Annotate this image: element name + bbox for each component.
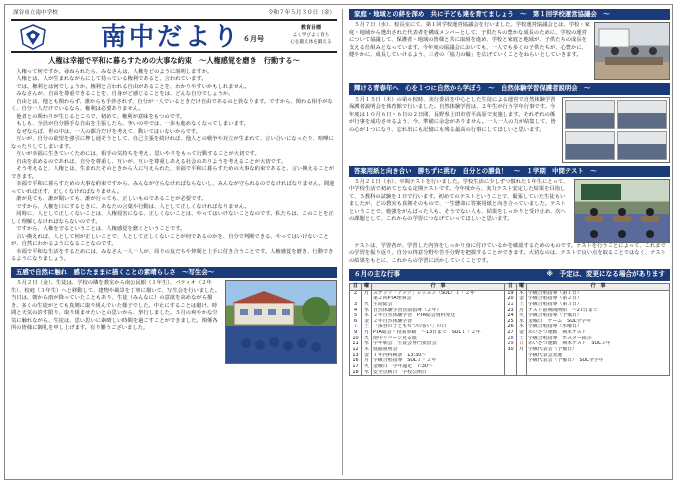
event-text: テスト前期間開始 ～27日まで: [528, 307, 598, 313]
event-text: 学年朝会 生徒会専門委員会: [373, 341, 437, 347]
right-days: [505, 290, 517, 376]
event-day: 10: [352, 335, 359, 341]
event-text: 学級合唱指導（水曜日）: [528, 324, 582, 330]
outdoor-photo: [617, 131, 667, 160]
outdoor-photos: [562, 97, 670, 163]
col-event: 行 事: [372, 283, 505, 290]
event-text: 金曜日 学年遠足 7:30～: [373, 363, 433, 369]
main-headline: 人権は幸福で平和に暮らすための大事な約束 ～人権感覚を磨き 行動する～: [48, 56, 300, 66]
event-day: 30: [507, 346, 514, 352]
events-heading: [349, 269, 670, 281]
events-note: ※ 予定は、変更になる場合があります: [546, 270, 665, 279]
event-text: 第２回PTA理事会: [373, 296, 412, 302]
event-text: 学級合唱指導（第１日）: [528, 290, 582, 296]
right-weekdays: [517, 290, 527, 376]
paragraph: ですから、人権を口にするときに、あなたの言葉や行動は、人として正しくなければなりません。: [16, 203, 250, 210]
event-day: [506, 358, 515, 364]
sketch-section: [11, 280, 337, 364]
paragraph: 自由とは、他とも関わらず、誰からも手渉されず、自分が一人でいるときだけ自由であるのと異なります。ですから、関わる相手がなく、自分一人だけでいるなら、権利は必要ありません。: [11, 98, 333, 113]
event-weekday: 月: [519, 307, 524, 313]
event-weekday: 火: [364, 335, 369, 341]
meeting-illustration: [595, 23, 670, 80]
school-building-illustration: [226, 281, 337, 364]
paragraph: 同時に、人として正しくないことは、人権侵害になる、正しくないことは、やってはいけないことなのです。私たちは、このことを正しく理解しなければならないのです。: [11, 211, 334, 225]
event-day: 3: [353, 301, 358, 307]
left-days: [350, 290, 362, 376]
event-text: 学級合唱指導（予備日）: [528, 313, 582, 319]
event-text: 学級代表会（予備日）: [528, 346, 577, 352]
issue-number: ６月号: [243, 35, 264, 44]
event-weekday: 土: [519, 335, 524, 341]
event-weekday: 木: [519, 290, 524, 296]
school-motto: [287, 25, 335, 46]
outdoor-section: [349, 97, 670, 163]
events-table: [349, 283, 670, 376]
event-weekday: 金: [364, 352, 369, 358]
paragraph: 互いが幸福に生きていくためには、相手の気持ちを考え、思いやりをもって行動することが大切です。: [16, 151, 260, 158]
paragraph: 人権とは、人が生まれながらにして持っている権利であると、言われています。: [16, 76, 207, 83]
event-weekday: 土: [364, 324, 369, 330]
event-day: 28: [507, 335, 514, 341]
motto-line: よく学びよく育ち: [292, 32, 330, 38]
paragraph: ですから、人権を守るということは、人権感覚を磨くということです。: [16, 226, 186, 233]
test-text-continued: テストは、学習者が、学習した内容をしっかり身に付けているかを確認するためのものです。テストを行うことによって、これまでの学習を振り返り、自分の得意分野や苦手分野を把握することができます。大切なのは、テストで良い点を取ることではなく、テストの結果をもとに、これからの学習に活かしていくことです。: [349, 242, 666, 264]
event-text: 学級代表会（予備日） SUL全学年: [528, 358, 604, 364]
paragraph: 幸福で平和な生活をするためには、みなさん一人一人が、周りの友だちや仲間と上手に付き合うことです。人権感覚を磨き、行動できるようになりましょう。: [11, 248, 334, 263]
paragraph: 自由を求めるのであれば、自分を尊重し、互いが、互いを尊重しあえる社会のありようを考えることが大切です。: [16, 158, 287, 165]
motto-line: 心を鍛え体を鍛える: [290, 39, 332, 45]
test-photo: [574, 179, 670, 243]
test-text: ５月２１日（水）、中間テストを行いました。学校生活に少しずつ慣れた１年生にとって、中学校生活で初めてとなる定期テストです。今年度から、実力テスト安定した結果を目指して、５教科の試験を１日で行います。初めてのテストということで、緊張していた生徒もいましたが、どの教室も真剣そのもので、一生懸命に答案用紙と向き合っていました。テストということで、勉強をがんばった人も、そうでない人も、結果をしっかりと受け止め、次への課題として、これからの学習につなげていってほしいと思います。: [349, 178, 569, 223]
left-weekdays: [362, 290, 372, 376]
section-heading-test: 答案用紙と向き合い 勝ちずに挑む 自分との勝負！ ～ １学期 中間テスト ～: [349, 166, 670, 177]
main-article-body: [11, 69, 337, 264]
event-weekday: 木: [364, 313, 369, 319]
event-weekday: 日: [519, 341, 524, 347]
event-day: 7: [353, 324, 358, 330]
newsletter-page: [4, 4, 673, 480]
col-day: 日: [350, 283, 362, 290]
paragraph: なぜならば、世の中は、一人の都合だけを考えて、動いてはいないからです。: [16, 128, 202, 135]
event-text: ２年自然体験学習: [373, 318, 413, 324]
sketch-text: ５月２日（金）、生徒は、学校の隣を教室から南公民館（１年生）、パティオ（２年生）、校庭（３年生）へと移動して、建物や風景を丁寧に描いて、写生会を行いました。当日は、朝から雨が降っていたこともあり、生徒（みんなに）の意欲を高めながら描き、多くの生徒がとても真剣に取り組んでいた様子でした。中止にすることは避け、時間と天気の許す限り、取り組ませたいとの思いから、挙行しました。５月の爽やかな空気に触れながら、生徒は、思い思いに素晴しい時間を過ごすことができました。関係各所の皆様に御礼を申し上げます。有り難うございました。: [11, 280, 221, 332]
council-section: [349, 22, 670, 80]
right-events: [527, 290, 670, 376]
event-text: 学級合唱指導 ポスター掲示: [528, 335, 592, 341]
event-text: 学級合唱指導 SUL１・２年: [373, 358, 437, 364]
event-text: 「深谷の子ども６つの誓い」の日: [373, 324, 447, 330]
event-text: 安全点検日 学校公開日: [373, 369, 427, 375]
paragraph: 互いが、自分の欲望を強引に押し通そうとして、自己主張を続ければ、他人との戦争や対立が生まれて、言い合いになったり、喧嘩になったりしてしまいます。: [11, 136, 334, 150]
event-weekday: [518, 358, 525, 364]
event-day: 2: [353, 290, 358, 296]
column-divider: [342, 9, 343, 475]
event-day: 6: [353, 318, 358, 324]
paragraph: 他者との関わりが生じるところで、初めて、権利が意味をもつのです。: [16, 113, 186, 120]
event-text: １年内科検診 13:30～: [373, 352, 427, 358]
paragraph: 人権って何ですか。尋ねられたら、みなさんは、人権をどのように説明しますか。: [16, 68, 213, 75]
sketch-photo: [225, 280, 337, 364]
event-day: 16: [352, 358, 359, 364]
event-weekday: 水: [364, 307, 369, 313]
event-weekday: 火: [364, 363, 369, 369]
event-text: 学級合唱指導（第２日）: [528, 296, 582, 302]
event-day: 21: [507, 301, 514, 307]
event-weekday: 火: [364, 301, 369, 307]
event-day: 19: [507, 290, 514, 296]
event-day: 9: [353, 330, 358, 336]
section-heading-council: 家庭・地域との絆を深め 共に子ども達を育てましょう ～ 第１回学校運営協議会 ～: [349, 9, 670, 20]
event-text: 学級代表会実施: [528, 352, 563, 358]
event-weekday: 月: [364, 330, 369, 336]
council-photo: [594, 22, 670, 80]
events-body: [350, 290, 670, 376]
paragraph: 誰が見ても、誰が聞いても、誰が行っても、正しいものであることが必要です。: [16, 196, 207, 203]
event-weekday: 月: [519, 346, 524, 352]
event-day: 4: [353, 307, 358, 313]
school-name: 深谷市立南中学校: [13, 10, 58, 16]
event-day: 23: [507, 307, 514, 313]
event-weekday: 月: [364, 358, 369, 364]
events-title: ６月の主な行事: [354, 270, 401, 279]
event-text: ２年自然体験学習 PTA総会資料発送: [373, 313, 456, 319]
event-text: 学級合唱指導（第３日）: [528, 301, 582, 307]
event-day: 11: [352, 341, 359, 347]
event-weekday: 金: [364, 318, 369, 324]
paragraph: もしも、全員が自分勝手な自由を主張したら、争いの中では、一歩も進めなくなってしまいます。: [16, 121, 249, 128]
event-day: 29: [507, 341, 514, 347]
event-day: 20: [507, 296, 514, 302]
event-text: あいさつ運動 期末テスト SUL３年: [528, 341, 611, 347]
col-weekday: 曜: [517, 283, 527, 290]
event-text: 南中リバーシ見る旅: [373, 335, 417, 341]
section-heading-sketch: 五感で自然に触れ 感じたままに描くことの素晴らしさ ～写生会～: [11, 267, 337, 278]
top-meta: [11, 7, 337, 18]
masthead: [11, 19, 337, 53]
outdoor-photo: [565, 131, 615, 160]
event-weekday: 金: [519, 330, 524, 336]
event-weekday: 木: [519, 324, 524, 330]
event-text: 金曜日 ゲーム SUL全学年: [528, 318, 592, 324]
event-text: あいさつ運動 期末テスト: [528, 330, 587, 336]
right-column: [349, 7, 670, 376]
event-text: 進路説明会: [373, 346, 398, 352]
event-weekday: 水: [519, 318, 524, 324]
event-text: PTA総会・授業参観 ～13日まで SUL１・２年: [373, 330, 481, 336]
event-day: 18: [352, 369, 359, 375]
paragraph: みなさんが、自由を尊重できることを、自身がど感じることをは、どんな自分でしょうか。: [16, 91, 234, 98]
events-header-row: [350, 283, 670, 290]
event-day: 12: [352, 346, 359, 352]
event-weekday: 土: [519, 301, 524, 307]
col-event: 行 事: [527, 283, 670, 290]
event-text: 自然体験学習直前指導（２年）: [373, 307, 442, 313]
event-day: 24: [507, 313, 514, 319]
event-weekday: 水: [364, 369, 369, 375]
event-day: 27: [507, 330, 514, 336]
newsletter-title: 南中だより: [101, 22, 242, 52]
event-day: 13: [352, 352, 359, 358]
council-text: ５月７日（水）、校長室にて、第１回学校運営協議会を行いました。学校運営協議会とは、学校・家庭・地域から選出された代表者を構成メンバーとして、子供たちの豊かな成長のために、学校の運営について協議して、保護者・地域の皆様と共に取組を進め、学校と家庭と地域が、子供たちの成長を支える仕組みとなっています。今年度の協議会においても、一人でも多くの子供たちが、心豊かに、健やかに、成長していけるよう、三者の「協力の輪」を広げていくことをねらいとしていきます。: [349, 22, 590, 59]
outdoor-text: ５月１５日（木）の第６校時、実行委員を中心とした生徒による運営で自然体験学習保護者説明会を体育館で行いました。自然体験学習は、２年生が行う学年行事です。今年度は１０月６日・６日の２日間、長野県上田市菅平高原で実施します。それぞれの係が行事を成功させるよう、今、準備に余念がありません。一人一人の力が結集して、皆の心が１つになり、忘れ出にも記憶にも残る最高の行事にしてほしいと思います。: [349, 96, 556, 133]
paragraph: 幸福で平和に暮らすための大事な約束ですから、みんなが守らなければならないし、みんなが守られるのでなければなりません。間違っていれば正す、正しくなければなりません。: [11, 181, 335, 195]
school-emblem-icon: [19, 24, 47, 50]
event-weekday: 火: [519, 313, 524, 319]
event-weekday: 木: [364, 346, 369, 352]
left-column: [11, 7, 337, 364]
col-day: 日: [505, 283, 517, 290]
section-heading-outdoor: 輝ける青春年へ 心を１つに自然から学ぼう ～ 自然体験学習保護者説明会 ～: [349, 83, 670, 94]
issue-date: 令和７年５月３０日（金）: [267, 10, 335, 16]
event-day: 25: [507, 318, 514, 324]
event-weekday: 月: [364, 290, 369, 296]
event-day: 17: [352, 363, 359, 369]
motto-label: 教育目標: [300, 25, 321, 32]
event-weekday: 水: [364, 341, 369, 347]
outdoor-photo: [565, 100, 615, 129]
classroom-illustration: [575, 180, 670, 243]
event-day: 26: [507, 324, 514, 330]
event-weekday: 金: [519, 296, 524, 302]
event-text: ステップ「アップ」レッスン（SUL）１・２年: [373, 290, 475, 296]
test-section: [349, 179, 670, 243]
event-day: 5: [353, 313, 358, 319]
paragraph: では、権利とは何でしょうか。権利と言われる自由があることを、わかりやすいかもしれません。: [16, 83, 250, 90]
paragraph: 言い換えれば、人として何が正しいことで、人として正しくないことが何であるのかを、自分で判断できる、やってはいけないことが、自然にわかるようになることなのです。: [11, 233, 329, 248]
paragraph: そう考えると、人権とは、生まれたそのときから人に与えられた、幸福で平和に暮らすための大事な約束であると、言い換えることができます。: [11, 166, 335, 180]
left-events: [372, 290, 505, 376]
event-text: 生徒総会: [373, 301, 393, 307]
col-weekday: 曜: [362, 283, 372, 290]
outdoor-photo: [617, 100, 667, 129]
